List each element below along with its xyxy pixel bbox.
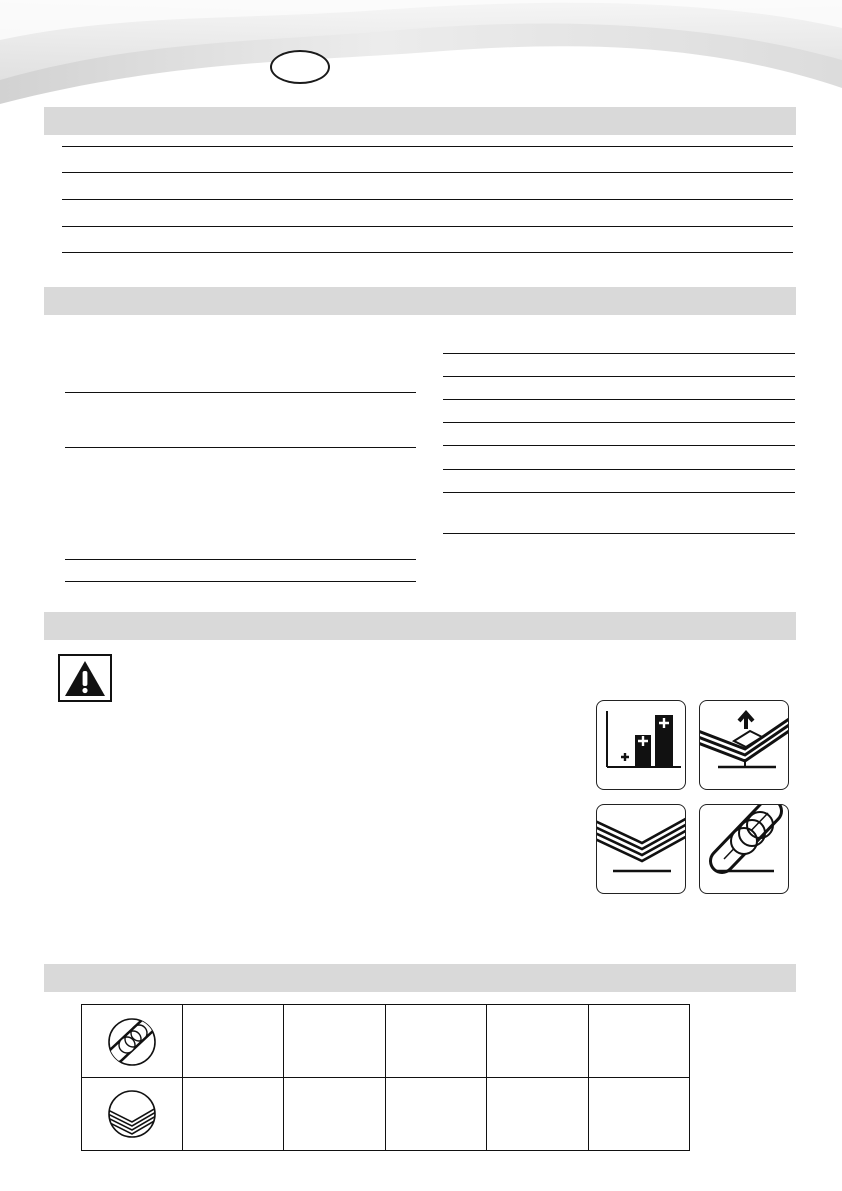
table-cell (487, 1005, 588, 1078)
paper-stack-icon (596, 804, 686, 894)
sheet-capacity-icon (596, 700, 686, 790)
text-line (443, 353, 795, 354)
table-cell (588, 1005, 689, 1078)
table-cell (588, 1078, 689, 1151)
binding-comb-icon (699, 804, 789, 894)
table-row (82, 1078, 690, 1151)
table-row (82, 1005, 690, 1078)
text-line (62, 199, 793, 200)
text-line (65, 559, 416, 560)
text-line (443, 445, 795, 446)
warning-box (58, 654, 112, 702)
warning-triangle-icon (60, 656, 110, 700)
binding-comb-icon (82, 1005, 182, 1078)
table-cell (183, 1078, 284, 1151)
section-header-bar (44, 287, 796, 315)
text-line (443, 376, 795, 377)
table-cell-icon (82, 1005, 183, 1078)
table-cell (385, 1005, 486, 1078)
text-line (65, 392, 416, 393)
text-line (443, 422, 795, 423)
text-line (443, 533, 795, 534)
table-cell (284, 1005, 385, 1078)
text-line (443, 469, 795, 470)
spec-table (81, 1004, 690, 1151)
text-line (65, 581, 416, 582)
table-cell (487, 1078, 588, 1151)
section-header-bar (44, 964, 796, 992)
table-cell-icon (82, 1078, 183, 1151)
text-line (62, 226, 793, 227)
text-line (65, 447, 416, 448)
pull-out-sheet-icon (699, 700, 789, 790)
table-cell (284, 1078, 385, 1151)
text-line (62, 146, 793, 147)
table-cell (385, 1078, 486, 1151)
table-cell (183, 1005, 284, 1078)
text-line (443, 492, 795, 493)
language-badge (270, 50, 330, 84)
header-wave (0, 0, 842, 110)
section-header-bar (44, 612, 796, 640)
text-line (62, 252, 793, 253)
text-line (62, 172, 793, 173)
text-line (443, 399, 795, 400)
paper-stack-icon (82, 1078, 182, 1151)
section-header-bar (44, 107, 796, 135)
